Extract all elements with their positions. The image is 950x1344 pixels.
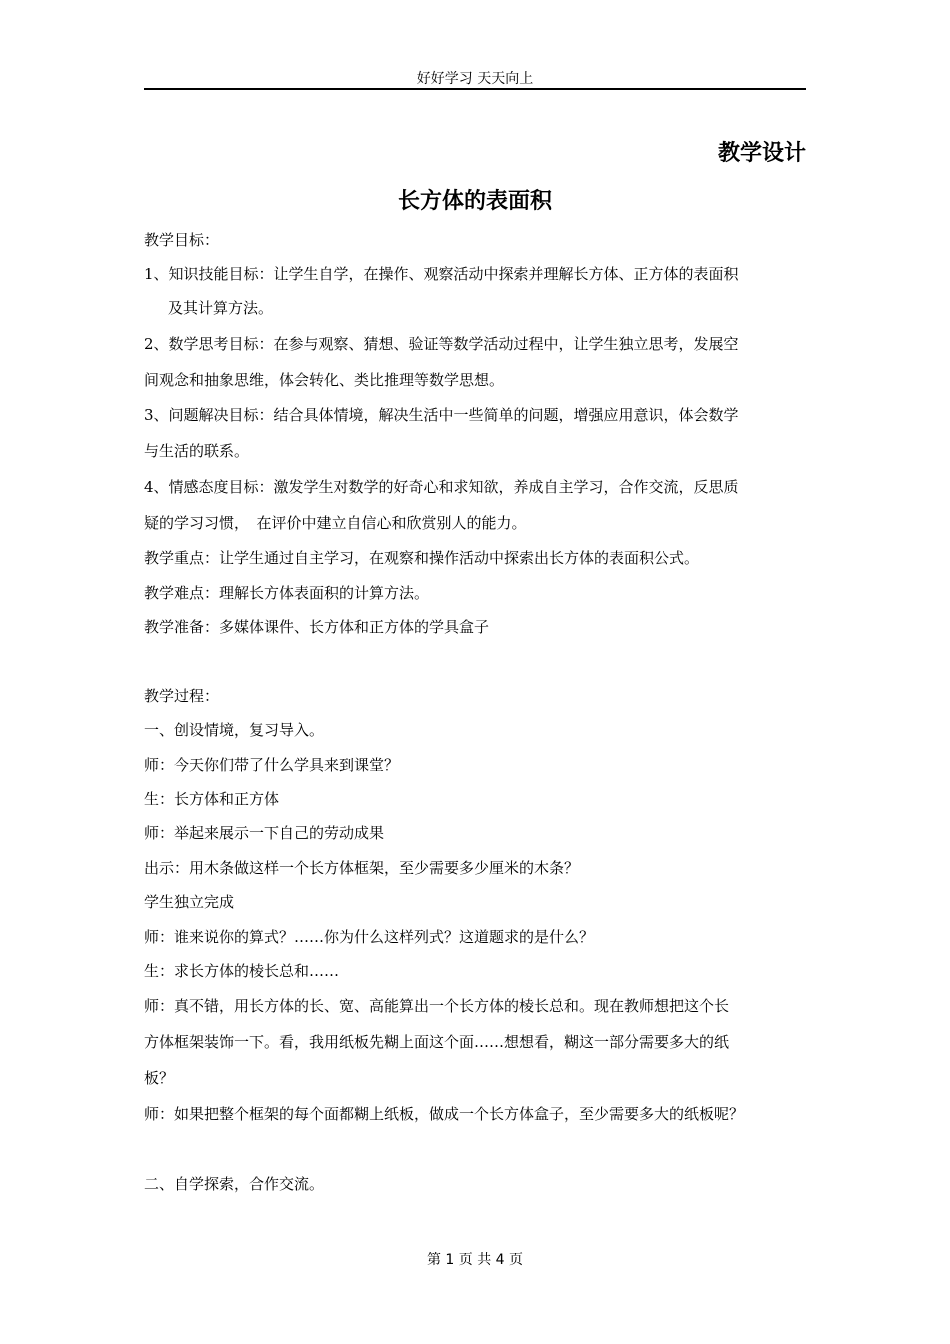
dialogue-line: 出示：用木条做这样一个长方体框架，至少需要多少厘米的木条？ [144,859,580,877]
goals-heading: 教学目标： [144,231,220,249]
preparation: 教学准备：多媒体课件、长方体和正方体的学具盒子 [144,618,490,636]
dialogue-line: 师：举起来展示一下自己的劳动成果 [144,824,385,842]
page-header: 好好学习 天天向上 [416,71,534,87]
goal-4-line-1: 4、情感态度目标：激发学生对数学的好奇心和求知欲，养成自主学习，合作交流，反思质 [144,478,739,496]
header-divider [144,88,806,90]
dialogue-line: 板？ [144,1069,175,1087]
key-point: 教学重点：让学生通过自主学习，在观察和操作活动中探索出长方体的表面积公式。 [144,549,700,567]
dialogue-line: 师：谁来说你的算式？……你为什么这样列式？这道题求的是什么？ [144,928,595,946]
process-heading: 教学过程： [144,687,220,705]
page-title: 长方体的表面积 [397,188,552,214]
dialogue-line: 师：真不错，用长方体的长、宽、高能算出一个长方体的棱长总和。现在教师想把这个长 [144,997,730,1015]
difficult-point: 教学难点：理解长方体表面积的计算方法。 [144,584,430,602]
goal-2-line-2: 间观念和抽象思维，体会转化、类比推理等数学思想。 [144,371,505,389]
goal-3-line-1: 3、问题解决目标：结合具体情境，解决生活中一些简单的问题，增强应用意识，体会数学 [144,406,739,424]
section-2-heading: 二、自学探索，合作交流。 [144,1175,325,1193]
goal-4-line-2: 疑的学习习惯， 在评价中建立自信心和欣赏别人的能力。 [144,514,527,532]
dialogue-line: 方体框架装饰一下。看，我用纸板先糊上面这个面……想想看，糊这一部分需要多大的纸 [144,1033,730,1051]
dialogue-line: 师：如果把整个框架的每个面都糊上纸板，做成一个长方体盒子，至少需要多大的纸板呢？ [144,1105,745,1123]
goal-2-line-1: 2、数学思考目标：在参与观察、猜想、验证等数学活动过程中，让学生独立思考，发展空 [144,335,739,353]
goal-1-line-1: 1、知识技能目标：让学生自学，在操作、观察活动中探索并理解长方体、正方体的表面积 [144,265,739,283]
dialogue-line: 生：长方体和正方体 [144,790,280,808]
dialogue-line: 学生独立完成 [144,893,235,911]
goal-1-line-2: 及其计算方法。 [168,299,274,317]
dialogue-line: 师：今天你们带了什么学具来到课堂？ [144,756,400,774]
page-footer: 第 1 页 共 4 页 [426,1252,524,1268]
document-type: 教学设计 [717,140,806,166]
dialogue-line: 生：求长方体的棱长总和…… [144,962,340,980]
goal-3-line-2: 与生活的联系。 [144,442,250,460]
section-1-heading: 一、创设情境，复习导入。 [144,721,325,739]
